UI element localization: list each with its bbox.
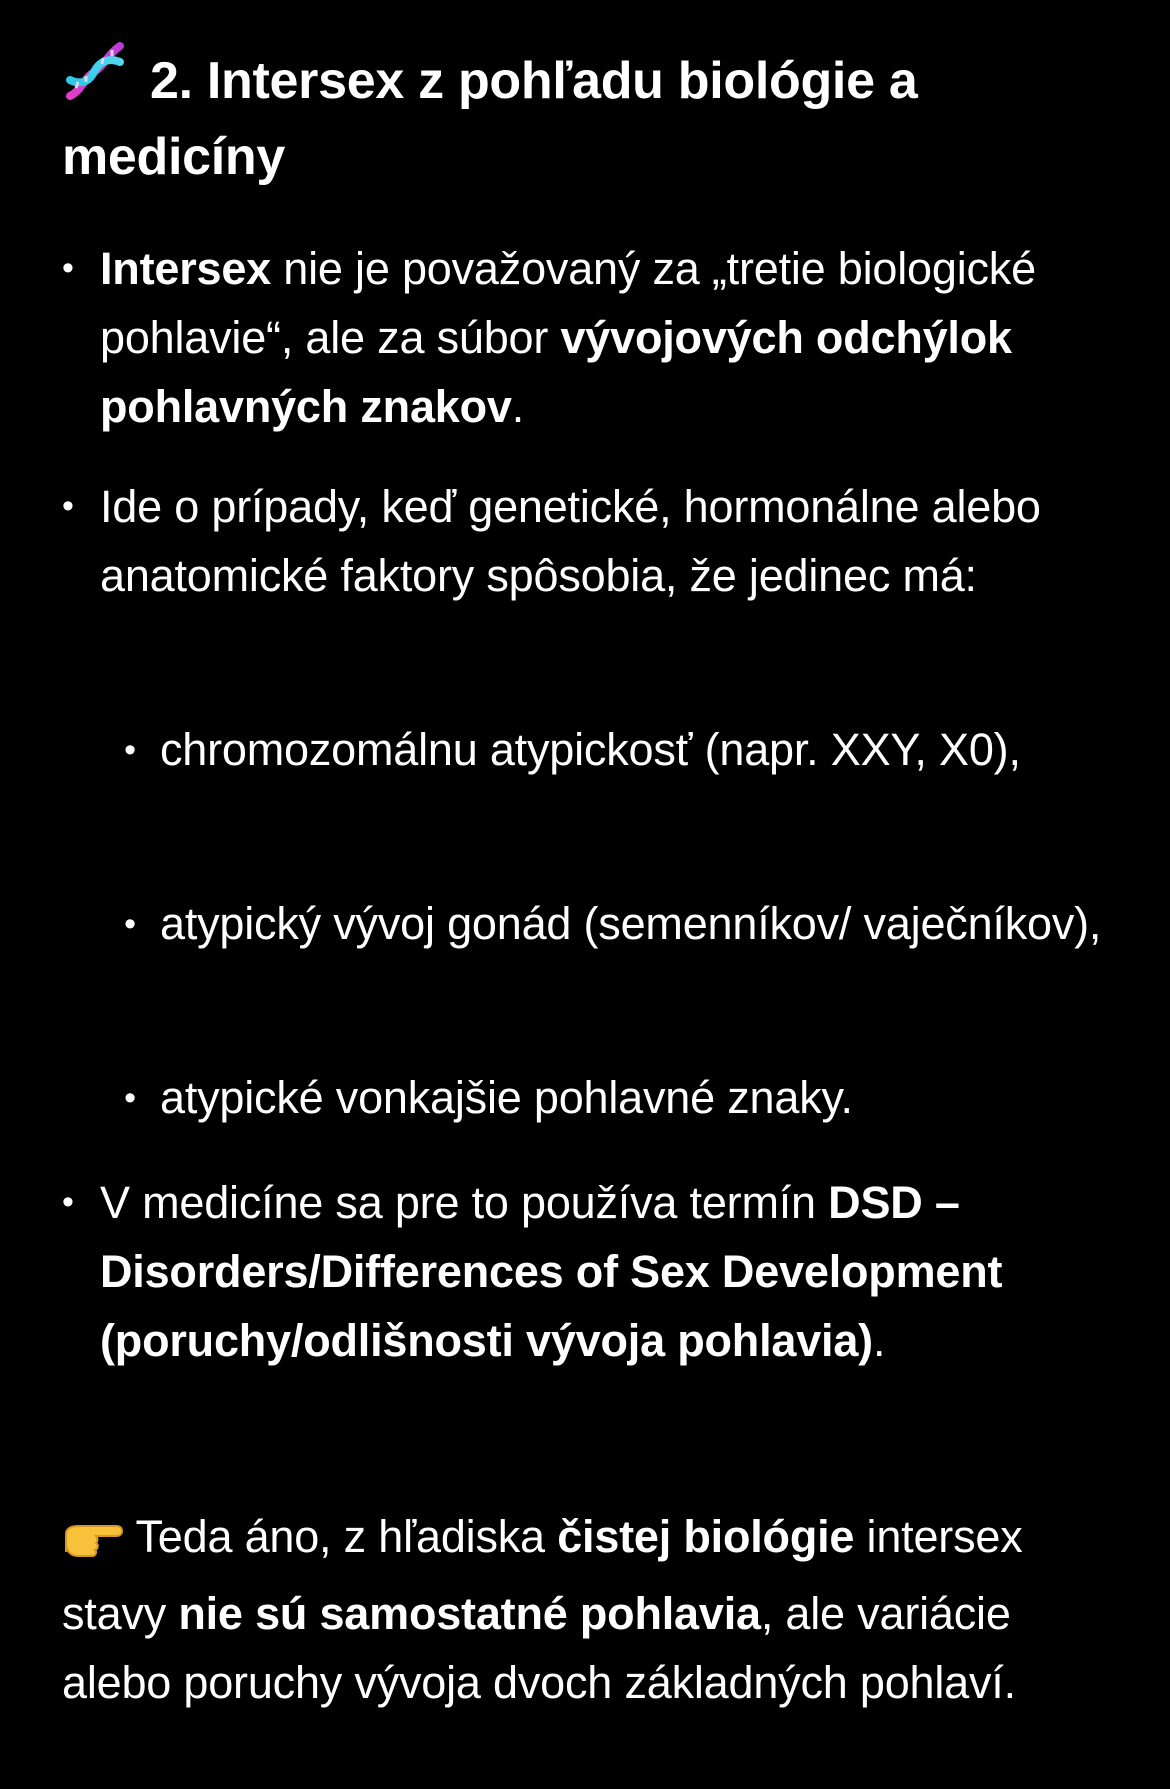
sub-list-item: [100, 1063, 1120, 1133]
list-item-text: V medicíne sa pre to používa termín: [100, 1177, 829, 1228]
list-item-text: Ide o prípady, keď genetické, hormonálne alebo anatomické faktory spôsobia, že jedinec má:: [100, 481, 1041, 601]
list-item-text: .: [511, 381, 525, 432]
sub-list-item-text: atypický vývoj gonád (semenníkov/ vaječníkov),: [160, 898, 1102, 949]
bullet-list: [62, 1168, 1122, 1375]
sub-list-item-text: chromozomálnu atypickosť (napr. XXY, X0),: [160, 724, 1021, 775]
bullet-icon: •: [62, 1183, 74, 1221]
sub-list-item: [100, 715, 1120, 785]
dna-icon: [62, 38, 128, 122]
pointing-right-hand-icon: [62, 1510, 124, 1579]
section-heading: [62, 38, 1122, 192]
closing-text: Teda áno, z hľadiska: [124, 1511, 558, 1562]
bullet-list: [62, 234, 1122, 441]
bullet-list: [62, 472, 1122, 610]
sub-list-item-text: atypické vonkajšie pohlavné znaky.: [160, 1072, 853, 1123]
bold-term: nie sú samostatné pohlavia: [178, 1588, 761, 1639]
closing-text: , ale variácie alebo poruchy vývoja dvoch základných pohlaví.: [62, 1588, 1016, 1708]
section-title: 2. Intersex z pohľadu biológie a medicíny: [62, 52, 918, 186]
list-item: [62, 234, 1122, 441]
bullet-icon: •: [124, 731, 136, 769]
list-item-text: .: [872, 1315, 886, 1366]
bullet-icon: •: [124, 905, 136, 943]
list-item-text: nie je považovaný za „tretie biologické pohlavie“, ale za súbor: [100, 243, 1036, 363]
closing-text: intersex stavy: [62, 1511, 1023, 1639]
bullet-icon: •: [124, 1079, 136, 1117]
list-item: [62, 1168, 1122, 1375]
bold-term: vývojových odchýlok pohlavných znakov: [100, 312, 1012, 432]
bold-term: čistej biológie: [557, 1511, 855, 1562]
bullet-icon: •: [62, 249, 74, 287]
closing-paragraph: [62, 1502, 1122, 1717]
bold-term: DSD – Disorders/Differences of Sex Development (poruchy/odlišnosti vývoja pohlavia): [100, 1177, 1003, 1366]
sub-list-item: [100, 889, 1120, 959]
bold-term: Intersex: [100, 243, 271, 294]
bullet-icon: •: [62, 487, 74, 525]
list-item: [62, 472, 1122, 610]
